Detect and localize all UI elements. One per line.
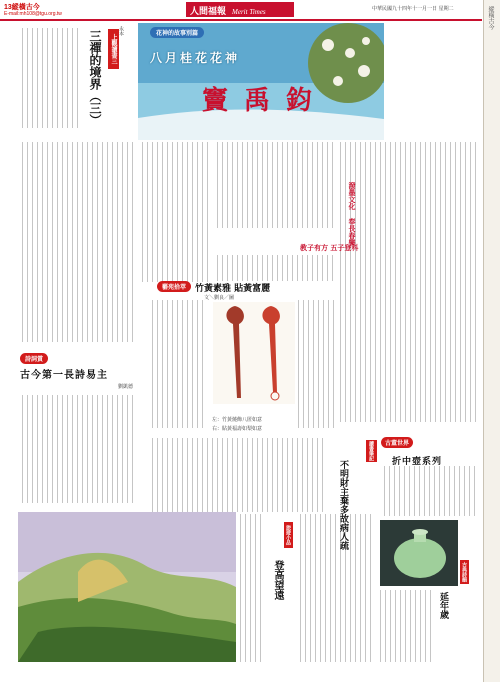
text-column-line (202, 300, 203, 428)
header-rule (0, 19, 482, 21)
text-column-line (37, 28, 38, 128)
text-column-line (459, 466, 460, 516)
text-column-line (394, 466, 395, 516)
text-column-line (217, 255, 218, 281)
text-column-line (405, 590, 406, 662)
hero-subtitle: 八月桂花花神 (150, 51, 241, 65)
text-column-line (197, 300, 198, 428)
text-column-line (390, 142, 391, 422)
text-column-line (409, 466, 410, 516)
bamboo-section-tag: 藝苑拾萃 (157, 281, 191, 292)
text-column-line (52, 395, 53, 503)
text-column-line (77, 142, 78, 342)
text-column-line (425, 142, 426, 422)
text-column-line (37, 395, 38, 503)
text-column-line (282, 142, 283, 228)
text-column-line (430, 142, 431, 422)
text-column-line (247, 142, 248, 228)
masthead-subtitle: Merit Times (232, 8, 266, 16)
hike-body-text (238, 514, 262, 662)
text-column-line (444, 466, 445, 516)
poetry-author: 劉凱德 (118, 384, 134, 390)
text-column-line (147, 142, 148, 282)
text-column-line (322, 142, 323, 228)
text-column-line (62, 142, 63, 342)
text-column-line (360, 514, 361, 662)
text-column-line (370, 514, 371, 662)
hero-headline: 竇禹鈞 (202, 86, 329, 116)
text-column-line (212, 438, 213, 512)
text-column-line (370, 142, 371, 422)
text-column-line (395, 590, 396, 662)
text-column-line (102, 395, 103, 503)
text-column-line (255, 514, 256, 662)
text-column-line (52, 28, 53, 128)
text-column-line (287, 255, 288, 281)
text-column-line (298, 300, 299, 428)
text-column-line (260, 514, 261, 662)
dateline: 中華民國九十四年十一月一日 星期二 (372, 6, 454, 12)
text-column-line (182, 438, 183, 512)
zen-author: 永本 (118, 26, 124, 36)
text-column-line (72, 28, 73, 128)
text-column-line (267, 438, 268, 512)
text-column-line (277, 438, 278, 512)
text-column-line (22, 142, 23, 342)
text-column-line (327, 142, 328, 228)
text-column-line (410, 590, 411, 662)
text-column-line (313, 300, 314, 428)
text-column-line (22, 395, 23, 503)
text-column-line (322, 438, 323, 512)
text-column-line (322, 255, 323, 281)
text-column-line (77, 395, 78, 503)
bamboo-body-text (150, 300, 208, 428)
hero-story-tag: 花神的故事別篇 (150, 27, 204, 38)
sidebar-box-title-1: 潑墨文化 奉長春樂 (348, 182, 356, 246)
text-column-line (425, 590, 426, 662)
text-column-line (22, 28, 23, 128)
text-column-line (245, 514, 246, 662)
text-column-line (323, 300, 324, 428)
text-column-line (42, 395, 43, 503)
text-column-line (167, 300, 168, 428)
text-column-line (247, 255, 248, 281)
text-column-line (172, 438, 173, 512)
text-column-line (327, 255, 328, 281)
text-column-line (67, 142, 68, 342)
text-column-line (317, 142, 318, 228)
text-column-line (62, 28, 63, 128)
text-column-line (332, 255, 333, 281)
bamboo-headline: 竹黃素雅 貼黃富麗 (195, 284, 271, 294)
text-column-line (262, 438, 263, 512)
text-column-line (57, 142, 58, 342)
text-column-line (282, 255, 283, 281)
masthead-title: 人間福報 (190, 7, 227, 17)
text-column-line (365, 142, 366, 422)
text-column-line (237, 438, 238, 512)
text-column-line (237, 255, 238, 281)
text-column-line (272, 142, 273, 228)
text-column-line (440, 142, 441, 422)
text-column-line (303, 300, 304, 428)
hike-headline: 登高望遠 (272, 560, 283, 600)
text-column-line (152, 438, 153, 512)
text-column-line (222, 142, 223, 228)
text-column-line (257, 255, 258, 281)
text-column-line (222, 255, 223, 281)
text-column-line (42, 142, 43, 342)
text-column-line (345, 142, 346, 422)
text-column-line (307, 142, 308, 228)
text-column-line (410, 142, 411, 422)
text-column-line (307, 255, 308, 281)
text-column-line (47, 142, 48, 342)
text-column-line (122, 142, 123, 342)
text-column-line (405, 142, 406, 422)
text-column-line (167, 142, 168, 282)
text-column-line (82, 395, 83, 503)
text-column-line (112, 142, 113, 342)
text-column-line (292, 438, 293, 512)
text-column-line (152, 142, 153, 282)
text-column-line (464, 466, 465, 516)
text-column-line (420, 590, 421, 662)
text-column-line (277, 142, 278, 228)
illness-headline: 不明財主棄多故病人疏 (338, 460, 348, 550)
text-column-line (87, 395, 88, 503)
reading-notes-tag: 讀書筆記 (366, 440, 377, 462)
text-column-line (399, 466, 400, 516)
text-column-line (267, 142, 268, 228)
text-column-line (302, 438, 303, 512)
text-column-line (350, 514, 351, 662)
text-column-line (469, 466, 470, 516)
antique-world-tag: 古董世界 (381, 437, 413, 448)
right-body-text (338, 142, 480, 422)
text-column-line (332, 142, 333, 228)
text-column-line (127, 142, 128, 342)
text-column-line (37, 142, 38, 342)
text-column-line (227, 438, 228, 512)
text-column-line (335, 514, 336, 662)
antique-headline: 折中壺系列 (392, 457, 443, 467)
text-column-line (27, 395, 28, 503)
text-column-line (202, 142, 203, 282)
text-column-line (67, 395, 68, 503)
text-column-line (172, 300, 173, 428)
text-column-line (465, 142, 466, 422)
text-column-line (72, 395, 73, 503)
text-column-line (252, 438, 253, 512)
text-column-line (445, 142, 446, 422)
text-column-line (132, 395, 133, 503)
text-column-line (439, 466, 440, 516)
text-column-line (282, 438, 283, 512)
text-column-line (300, 514, 301, 662)
hike-body-text-2 (298, 514, 376, 662)
photo-caption-left: 左：竹黃燒飾八匿如意 (212, 417, 263, 423)
text-column-line (102, 142, 103, 342)
text-column-line (87, 142, 88, 342)
text-column-line (320, 514, 321, 662)
page-header (0, 0, 500, 20)
text-column-line (328, 300, 329, 428)
text-column-line (242, 142, 243, 228)
text-column-line (449, 466, 450, 516)
text-column-line (384, 466, 385, 516)
text-column-line (92, 142, 93, 342)
text-column-line (32, 28, 33, 128)
text-column-line (237, 142, 238, 228)
text-column-line (272, 255, 273, 281)
text-column-line (177, 438, 178, 512)
text-column-line (217, 438, 218, 512)
zen-body-text-2 (20, 142, 138, 342)
text-column-line (242, 438, 243, 512)
text-column-line (414, 466, 415, 516)
text-column-line (419, 466, 420, 516)
year-body-text (378, 590, 434, 662)
text-column-line (62, 395, 63, 503)
zen-section-banner: 上觀讀書三 (108, 29, 119, 69)
text-column-line (107, 395, 108, 503)
year-headline: 延年歲 (438, 592, 448, 619)
poetry-body-text (20, 395, 138, 503)
text-column-line (242, 255, 243, 281)
text-column-line (172, 142, 173, 282)
text-column-line (167, 438, 168, 512)
text-column-line (385, 590, 386, 662)
poetry-rhyme-tag: 古典詩韻 (461, 562, 467, 582)
text-column-line (429, 466, 430, 516)
text-column-line (142, 142, 143, 282)
text-column-line (308, 300, 309, 428)
text-column-line (434, 466, 435, 516)
box2-body-text (215, 255, 335, 281)
text-column-line (157, 142, 158, 282)
text-column-line (32, 142, 33, 342)
text-column-line (97, 142, 98, 342)
text-column-line (197, 438, 198, 512)
text-column-line (127, 395, 128, 503)
page-edge-strip (483, 0, 500, 682)
text-column-line (267, 255, 268, 281)
text-column-line (435, 142, 436, 422)
text-column-line (262, 142, 263, 228)
text-column-line (317, 438, 318, 512)
text-column-line (333, 300, 334, 428)
text-column-line (240, 514, 241, 662)
sidebar-box-title-2: 教子有方 五子登科 (300, 244, 359, 252)
text-column-line (360, 142, 361, 422)
text-column-line (450, 142, 451, 422)
text-column-line (117, 395, 118, 503)
text-column-line (197, 142, 198, 282)
text-column-line (390, 590, 391, 662)
text-column-line (82, 142, 83, 342)
photo-caption-right: 右：貼黃福壽如梨如意 (212, 426, 263, 432)
text-column-line (250, 514, 251, 662)
text-column-line (227, 255, 228, 281)
text-column-line (474, 466, 475, 516)
text-column-line (455, 142, 456, 422)
poetry-section-banner: 詩詞賞 (20, 353, 48, 364)
text-column-line (305, 514, 306, 662)
contact-email: E-mail:mh108@tgu.org.tw (4, 11, 62, 17)
text-column-line (97, 395, 98, 503)
masthead-logo (186, 2, 294, 17)
text-column-line (307, 438, 308, 512)
text-column-line (222, 438, 223, 512)
text-column-line (247, 438, 248, 512)
text-column-line (207, 438, 208, 512)
text-column-line (400, 590, 401, 662)
text-column-line (287, 438, 288, 512)
text-column-line (52, 142, 53, 342)
poetry-headline: 古今第一長詩易主 (20, 370, 108, 381)
box-body-text (215, 142, 335, 228)
text-column-line (162, 300, 163, 428)
text-column-line (415, 590, 416, 662)
text-column-line (375, 142, 376, 422)
text-column-line (420, 142, 421, 422)
world-body-text (382, 466, 478, 516)
ruyi-scepters-photo (213, 302, 295, 404)
text-column-line (424, 466, 425, 516)
text-column-line (112, 395, 113, 503)
text-column-line (117, 142, 118, 342)
text-column-line (330, 514, 331, 662)
text-column-line (227, 142, 228, 228)
text-column-line (380, 142, 381, 422)
text-column-line (192, 438, 193, 512)
text-column-line (277, 255, 278, 281)
text-column-line (302, 255, 303, 281)
center-body-text (140, 142, 212, 282)
bamboo-byline: 文＼劉良／圖 (204, 295, 235, 301)
text-column-line (355, 514, 356, 662)
text-column-line (132, 142, 133, 342)
text-column-line (47, 395, 48, 503)
travel-note-tag: 旅遊小品 (284, 522, 293, 548)
text-column-line (32, 395, 33, 503)
text-column-line (72, 142, 73, 342)
text-column-line (182, 300, 183, 428)
text-column-line (400, 142, 401, 422)
zen-body-text (20, 28, 82, 128)
text-column-line (287, 142, 288, 228)
text-column-line (475, 142, 476, 422)
text-column-line (262, 255, 263, 281)
text-column-line (57, 28, 58, 128)
text-column-line (415, 142, 416, 422)
text-column-line (312, 255, 313, 281)
text-column-line (297, 255, 298, 281)
text-column-line (385, 142, 386, 422)
text-column-line (27, 28, 28, 128)
text-column-line (232, 142, 233, 228)
text-column-line (67, 28, 68, 128)
text-column-line (470, 142, 471, 422)
text-column-line (292, 142, 293, 228)
text-column-line (315, 514, 316, 662)
text-column-line (57, 395, 58, 503)
text-column-line (257, 438, 258, 512)
text-column-line (460, 142, 461, 422)
text-column-line (454, 466, 455, 516)
text-column-line (177, 142, 178, 282)
text-column-line (297, 142, 298, 228)
text-column-line (192, 142, 193, 282)
text-column-line (47, 28, 48, 128)
text-column-line (27, 142, 28, 342)
text-column-line (395, 142, 396, 422)
text-column-line (152, 300, 153, 428)
text-column-line (162, 142, 163, 282)
text-column-line (217, 142, 218, 228)
text-column-line (187, 300, 188, 428)
lower-middle-text (150, 438, 328, 512)
text-column-line (252, 142, 253, 228)
bamboo-body-text-2 (296, 300, 336, 428)
text-column-line (318, 300, 319, 428)
text-column-line (177, 300, 178, 428)
text-column-line (122, 395, 123, 503)
text-column-line (430, 590, 431, 662)
text-column-line (157, 300, 158, 428)
text-column-line (232, 255, 233, 281)
text-column-line (292, 255, 293, 281)
text-column-line (182, 142, 183, 282)
text-column-line (187, 142, 188, 282)
text-column-line (187, 438, 188, 512)
page-number-label: 13縱橫古今 (4, 4, 40, 11)
text-column-line (92, 395, 93, 503)
text-column-line (340, 142, 341, 422)
text-column-line (317, 255, 318, 281)
text-column-line (312, 142, 313, 228)
text-column-line (312, 438, 313, 512)
zen-headline: 三禪的境界（三） (88, 30, 102, 126)
text-column-line (107, 142, 108, 342)
text-column-line (389, 466, 390, 516)
text-column-line (232, 438, 233, 512)
text-column-line (252, 255, 253, 281)
text-column-line (380, 590, 381, 662)
text-column-line (192, 300, 193, 428)
text-column-line (310, 514, 311, 662)
text-column-line (404, 466, 405, 516)
text-column-line (325, 514, 326, 662)
landscape-painting (18, 512, 236, 662)
page-edge-label: 縱橫古今 (487, 6, 494, 30)
text-column-line (202, 438, 203, 512)
text-column-line (157, 438, 158, 512)
text-column-line (297, 438, 298, 512)
text-column-line (42, 28, 43, 128)
text-column-line (257, 142, 258, 228)
text-column-line (365, 514, 366, 662)
text-column-line (207, 142, 208, 282)
text-column-line (272, 438, 273, 512)
text-column-line (162, 438, 163, 512)
text-column-line (302, 142, 303, 228)
jade-pot-photo (380, 520, 458, 586)
text-column-line (77, 28, 78, 128)
